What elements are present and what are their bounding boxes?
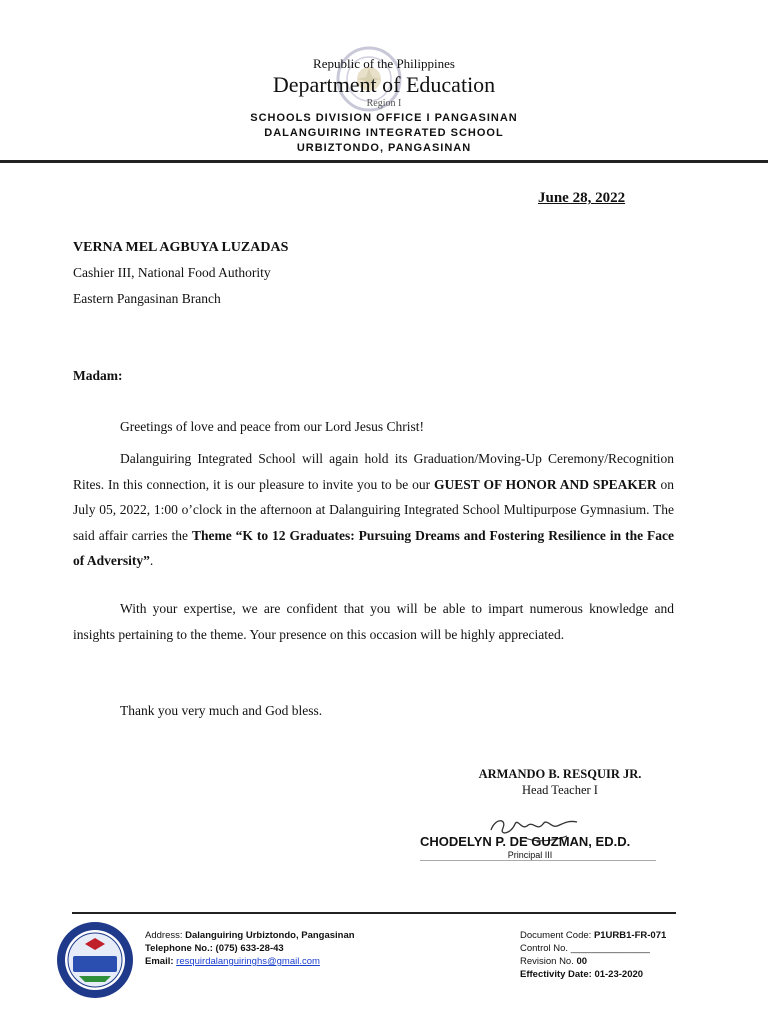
revision-row bbox=[520, 955, 666, 968]
recipient-name: VERNA MEL AGBUYA LUZADAS bbox=[73, 240, 289, 255]
footer-address-row bbox=[145, 929, 355, 942]
address-label: Address: bbox=[145, 930, 183, 941]
control-label: Control No. bbox=[520, 943, 569, 954]
town-line: URBIZTONDO, PANGASINAN bbox=[296, 142, 472, 154]
footer-contact bbox=[145, 929, 355, 968]
signatory-1-title: Head Teacher I bbox=[522, 783, 598, 797]
footer-document-info bbox=[520, 929, 666, 981]
control-row bbox=[520, 942, 666, 955]
email-link[interactable]: resquirdalanguiringhs@gmail.com bbox=[176, 956, 320, 967]
paragraph-invitation bbox=[73, 446, 674, 574]
invitation-text-c: on July 05, 2022, 1:00 o’clock in the afternoon at Dalanguiring Integrated School Multipurpose Gymnasium. The said affair carries the bbox=[73, 476, 674, 543]
division-line: SCHOOLS DIVISION OFFICE I PANGASINAN bbox=[250, 112, 518, 124]
letter-date: June 28, 2022 bbox=[538, 190, 626, 206]
effectivity-row bbox=[520, 968, 666, 981]
revision-value: 00 bbox=[576, 956, 588, 967]
phone-label: Telephone No.: bbox=[145, 943, 213, 954]
footer-phone-row bbox=[145, 942, 355, 955]
signatory-2-title: Principal III bbox=[507, 850, 553, 860]
revision-label: Revision No. bbox=[520, 956, 574, 967]
paragraph-greeting: Greetings of love and peace from our Lord Jesus Christ! bbox=[120, 419, 425, 434]
doc-code-value: P1URB1-FR-071 bbox=[593, 930, 667, 941]
doc-code-row bbox=[520, 929, 666, 942]
footer-divider bbox=[72, 912, 676, 914]
signature-line bbox=[420, 860, 656, 861]
phone-value: (075) 633-28-43 bbox=[215, 943, 284, 954]
effectivity-label: Effectivity Date: bbox=[520, 969, 592, 980]
header-divider bbox=[0, 160, 768, 163]
event-theme: Theme “K to 12 Graduates: Pursuing Dreams and Fostering Resilience in the Face of Adversity” bbox=[73, 527, 674, 568]
school-line: DALANGUIRING INTEGRATED SCHOOL bbox=[264, 127, 504, 139]
department-title: Department of Education bbox=[272, 72, 496, 97]
invitation-text-e: . bbox=[149, 553, 154, 568]
paragraph-closing: Thank you very much and God bless. bbox=[120, 703, 323, 718]
school-logo-icon bbox=[55, 920, 135, 1000]
invitation-text-a: Dalanguiring Integrated School will again hold its Graduation/Moving-Up Ceremony/Recognition Rites. In this connection, it is our pleasure to invite you to be our bbox=[73, 451, 674, 492]
recipient-branch: Eastern Pangasinan Branch bbox=[73, 291, 221, 306]
salutation: Madam: bbox=[73, 368, 123, 383]
effectivity-value: 01-23-2020 bbox=[594, 969, 644, 980]
doc-code-label: Document Code: bbox=[520, 930, 592, 941]
footer-email-row bbox=[145, 955, 355, 968]
control-value: _______________ bbox=[570, 943, 650, 954]
signatory-1-name: ARMANDO B. RESQUIR JR. bbox=[478, 767, 642, 781]
guest-of-honor: GUEST OF HONOR AND SPEAKER bbox=[434, 476, 657, 492]
recipient-position: Cashier III, National Food Authority bbox=[73, 265, 271, 280]
republic-line: Republic of the Philippines bbox=[313, 56, 455, 71]
email-label: Email: bbox=[145, 956, 174, 967]
signatory-2-name: CHODELYN P. DE GUZMAN, ED.D. bbox=[420, 834, 631, 849]
address-value: Dalanguiring Urbiztondo, Pangasinan bbox=[185, 930, 355, 941]
region-line: Region I bbox=[366, 98, 402, 109]
paragraph-expertise: With your expertise, we are confident that you will be able to impart numerous knowledge and insights pertaining to the theme. Your presence on this occasion will be highly appreciated. bbox=[73, 601, 674, 642]
